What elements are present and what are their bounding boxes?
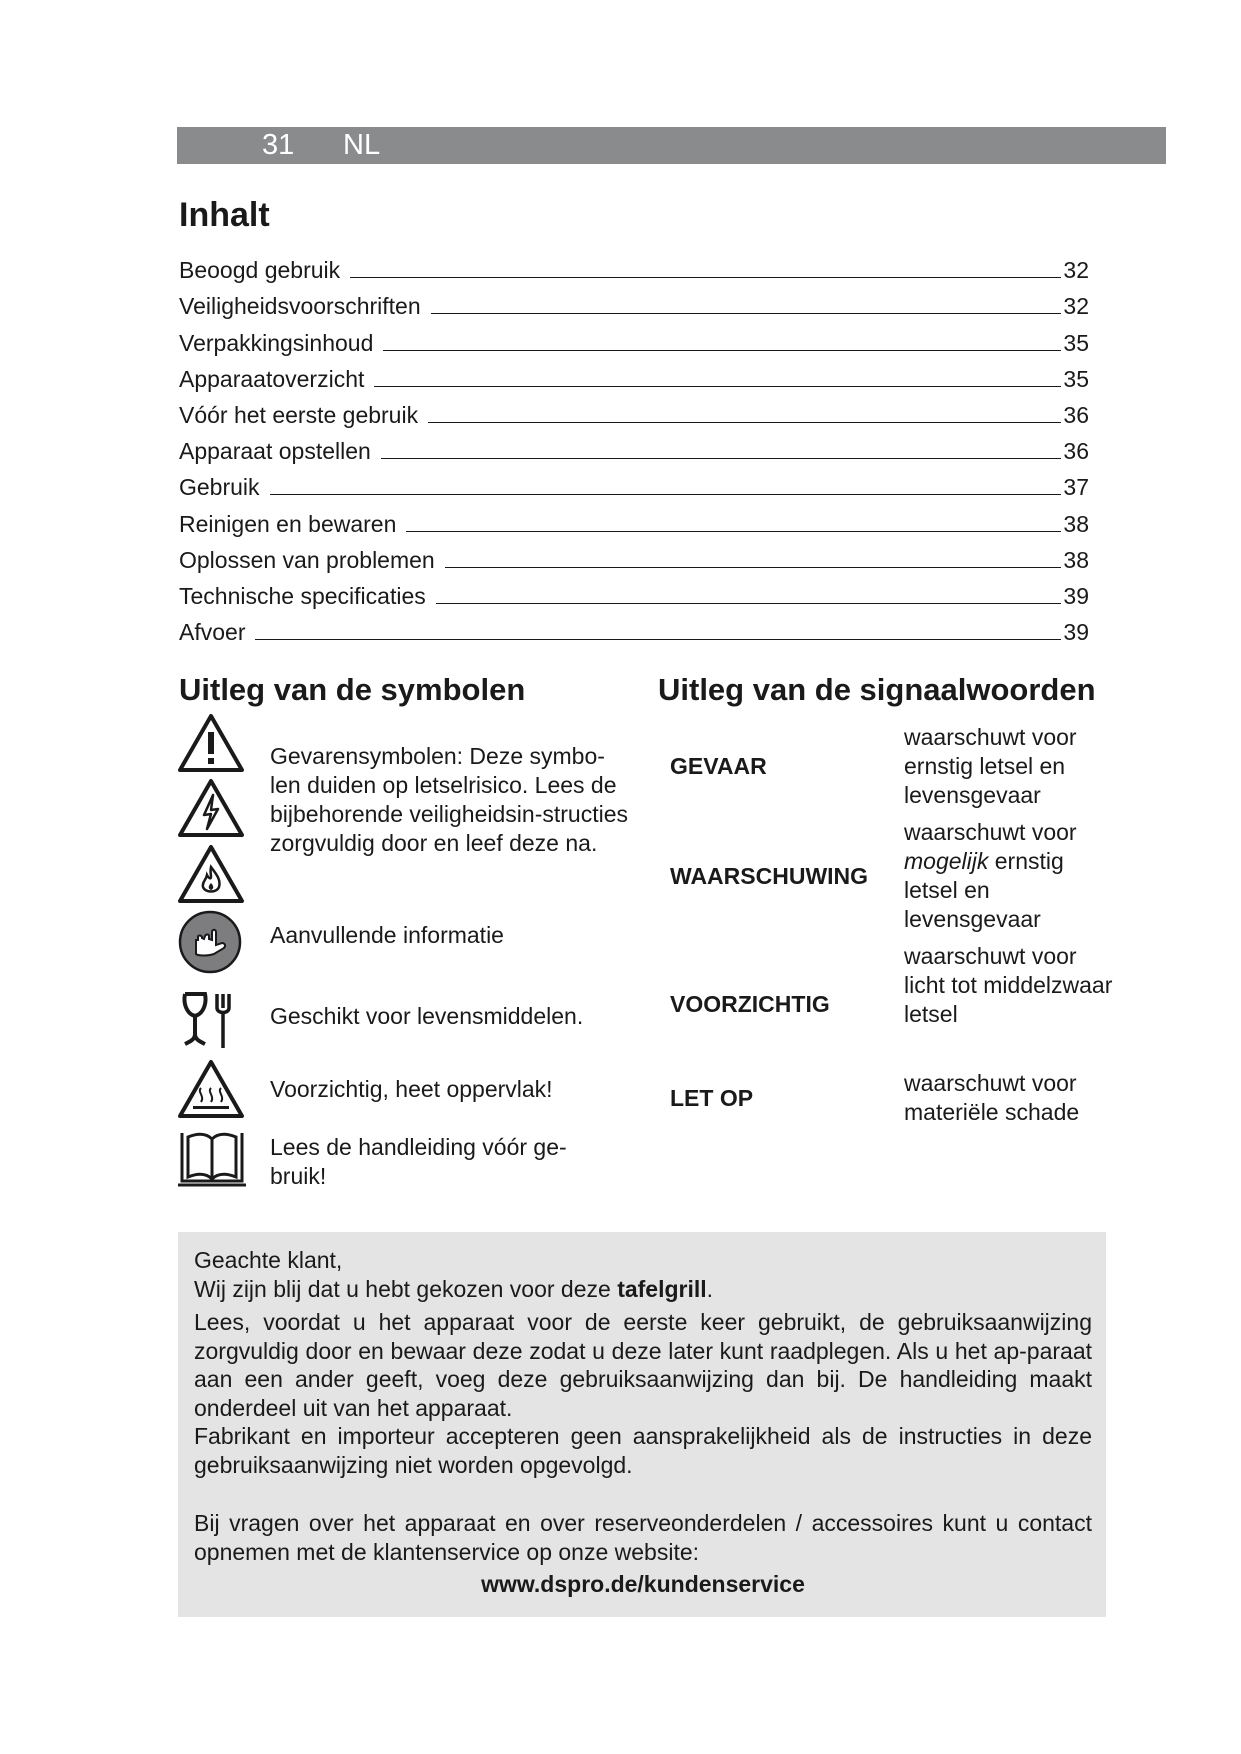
- toc-entry-page: 39: [1063, 619, 1089, 646]
- food-safe-icon: [181, 990, 237, 1052]
- toc-leader-line: [383, 350, 1061, 351]
- product-line-end: .: [706, 1276, 714, 1302]
- toc-entry-label: Veiligheidsvoorschriften: [179, 293, 421, 320]
- toc-leader-line: [350, 277, 1061, 278]
- instructions-paragraph: Lees, voordat u het apparaat voor de eerste keer gebruikt, de gebruiksaanwijzing zorgvuldig door en bewaar deze zodat u deze later kunt raadplegen. Als u het ap-paraat aan een ander geeft, voeg deze gebruiksaanwijzing dan bij. De handleiding maakt onderdeel uit van het apparaat.: [194, 1309, 1092, 1421]
- liability-paragraph: Fabrikant en importeur accepteren geen aansprakelijkheid als de instructies in deze gebruiksaanwijzing niet worden opgevolgd.: [194, 1423, 1092, 1478]
- signal-word-gevaar: GEVAAR: [670, 753, 767, 779]
- toc-leader-line: [445, 567, 1062, 568]
- signal-desc-voorzichtig: waarschuwt voor licht tot middelzwaar letsel: [904, 943, 1113, 1027]
- general-warning-icon: [177, 712, 245, 774]
- toc-entry-page: 36: [1063, 401, 1089, 428]
- toc-leader-line: [381, 458, 1062, 459]
- service-website-link[interactable]: www.dspro.de/kundenservice: [481, 1571, 805, 1597]
- fire-warning-icon: [177, 843, 245, 905]
- toc-entry-label: Verpakkingsinhoud: [179, 329, 374, 356]
- toc-entry[interactable]: [179, 465, 1089, 501]
- signal-desc-part: waarschuwt voor: [904, 819, 1077, 845]
- toc-entry-label: Beoogd gebruik: [179, 257, 341, 284]
- toc-leader-line: [431, 313, 1062, 314]
- toc-entry[interactable]: [179, 320, 1089, 356]
- product-line: [194, 1275, 1092, 1304]
- toc-entry-label: Gebruik: [179, 474, 260, 501]
- toc-entry[interactable]: [179, 284, 1089, 320]
- symbol-desc-food: Geschikt voor levensmiddelen.: [270, 1003, 584, 1029]
- toc-leader-line: [270, 494, 1062, 495]
- signal-desc-emphasis: mogelijk: [904, 848, 989, 874]
- toc-entry-label: Apparaat opstellen: [179, 438, 371, 465]
- hot-surface-icon: [177, 1058, 245, 1120]
- signal-word-let-op: LET OP: [670, 1085, 754, 1111]
- toc-entry-label: Apparaatoverzicht: [179, 365, 365, 392]
- greeting: Geachte klant,: [194, 1247, 343, 1273]
- customer-info-box: [178, 1232, 1106, 1617]
- table-of-contents: [179, 248, 1089, 646]
- toc-title: Inhalt: [179, 196, 270, 234]
- toc-entry-page: 35: [1063, 329, 1089, 356]
- toc-leader-line: [406, 531, 1061, 532]
- product-name: tafelgrill: [617, 1276, 707, 1302]
- signal-desc-let-op: waarschuwt voor materiële schade: [904, 1070, 1080, 1125]
- toc-entry-page: 38: [1063, 510, 1089, 537]
- toc-leader-line: [428, 422, 1061, 423]
- toc-entry-label: Vóór het eerste gebruik: [179, 401, 419, 428]
- toc-entry[interactable]: [179, 610, 1089, 646]
- signal-desc-part: ernstig letsel en levensgevaar: [904, 848, 1064, 932]
- toc-entry-page: 39: [1063, 582, 1089, 609]
- contact-paragraph: Bij vragen over het apparaat en over reserveonderdelen / accessoires kunt u contact opnemen met de klantenservice op onze website:: [194, 1510, 1092, 1565]
- hand-pointing-info-icon: [176, 910, 244, 974]
- toc-entry-page: 32: [1063, 257, 1089, 284]
- symbol-desc-hot: Voorzichtig, heet oppervlak!: [270, 1076, 553, 1102]
- toc-entry-page: 35: [1063, 365, 1089, 392]
- language-code: NL: [343, 129, 381, 161]
- toc-entry-label: Reinigen en bewaren: [179, 510, 397, 537]
- toc-entry[interactable]: [179, 393, 1089, 429]
- toc-entry-page: 37: [1063, 474, 1089, 501]
- electric-shock-warning-icon: [177, 777, 245, 839]
- toc-leader-line: [255, 639, 1061, 640]
- toc-leader-line: [436, 603, 1062, 604]
- toc-entry-page: 36: [1063, 438, 1089, 465]
- symbol-desc-manual: Lees de handleiding vóór ge-bruik!: [270, 1134, 567, 1189]
- signal-word-waarschuwing: WAARSCHUWING: [670, 863, 869, 889]
- manual-book-icon: [176, 1127, 248, 1191]
- toc-entry[interactable]: [179, 538, 1089, 574]
- toc-entry[interactable]: [179, 248, 1089, 284]
- signal-desc-gevaar: waarschuwt voor ernstig letsel en levensgevaar: [904, 724, 1077, 808]
- signal-word-voorzichtig: VOORZICHTIG: [670, 991, 830, 1017]
- page-number: 31: [262, 129, 295, 161]
- symbols-section-title: Uitleg van de symbolen: [179, 672, 526, 707]
- toc-entry-page: 38: [1063, 546, 1089, 573]
- toc-entry[interactable]: [179, 501, 1089, 537]
- symbol-desc-warnings: Gevarensymbolen: Deze symbo-len duiden op letselrisico. Lees de bijbehorende veiligheidsin-structies zorgvuldig door en leef deze na.: [270, 743, 628, 856]
- toc-entry[interactable]: [179, 357, 1089, 393]
- toc-entry-page: 32: [1063, 293, 1089, 320]
- toc-entry-label: Technische specificaties: [179, 582, 426, 609]
- product-line-text: Wij zijn blij dat u hebt gekozen voor deze: [194, 1276, 618, 1302]
- toc-entry[interactable]: [179, 574, 1089, 610]
- toc-entry-label: Afvoer: [179, 619, 246, 646]
- toc-leader-line: [374, 386, 1061, 387]
- page-header-bar: [177, 127, 1166, 164]
- signal-desc-waarschuwing: [904, 818, 1114, 934]
- toc-entry-label: Oplossen van problemen: [179, 546, 435, 573]
- signal-words-section-title: Uitleg van de signaalwoorden: [658, 672, 1096, 707]
- toc-entry[interactable]: [179, 429, 1089, 465]
- symbol-desc-info: Aanvullende informatie: [270, 922, 504, 948]
